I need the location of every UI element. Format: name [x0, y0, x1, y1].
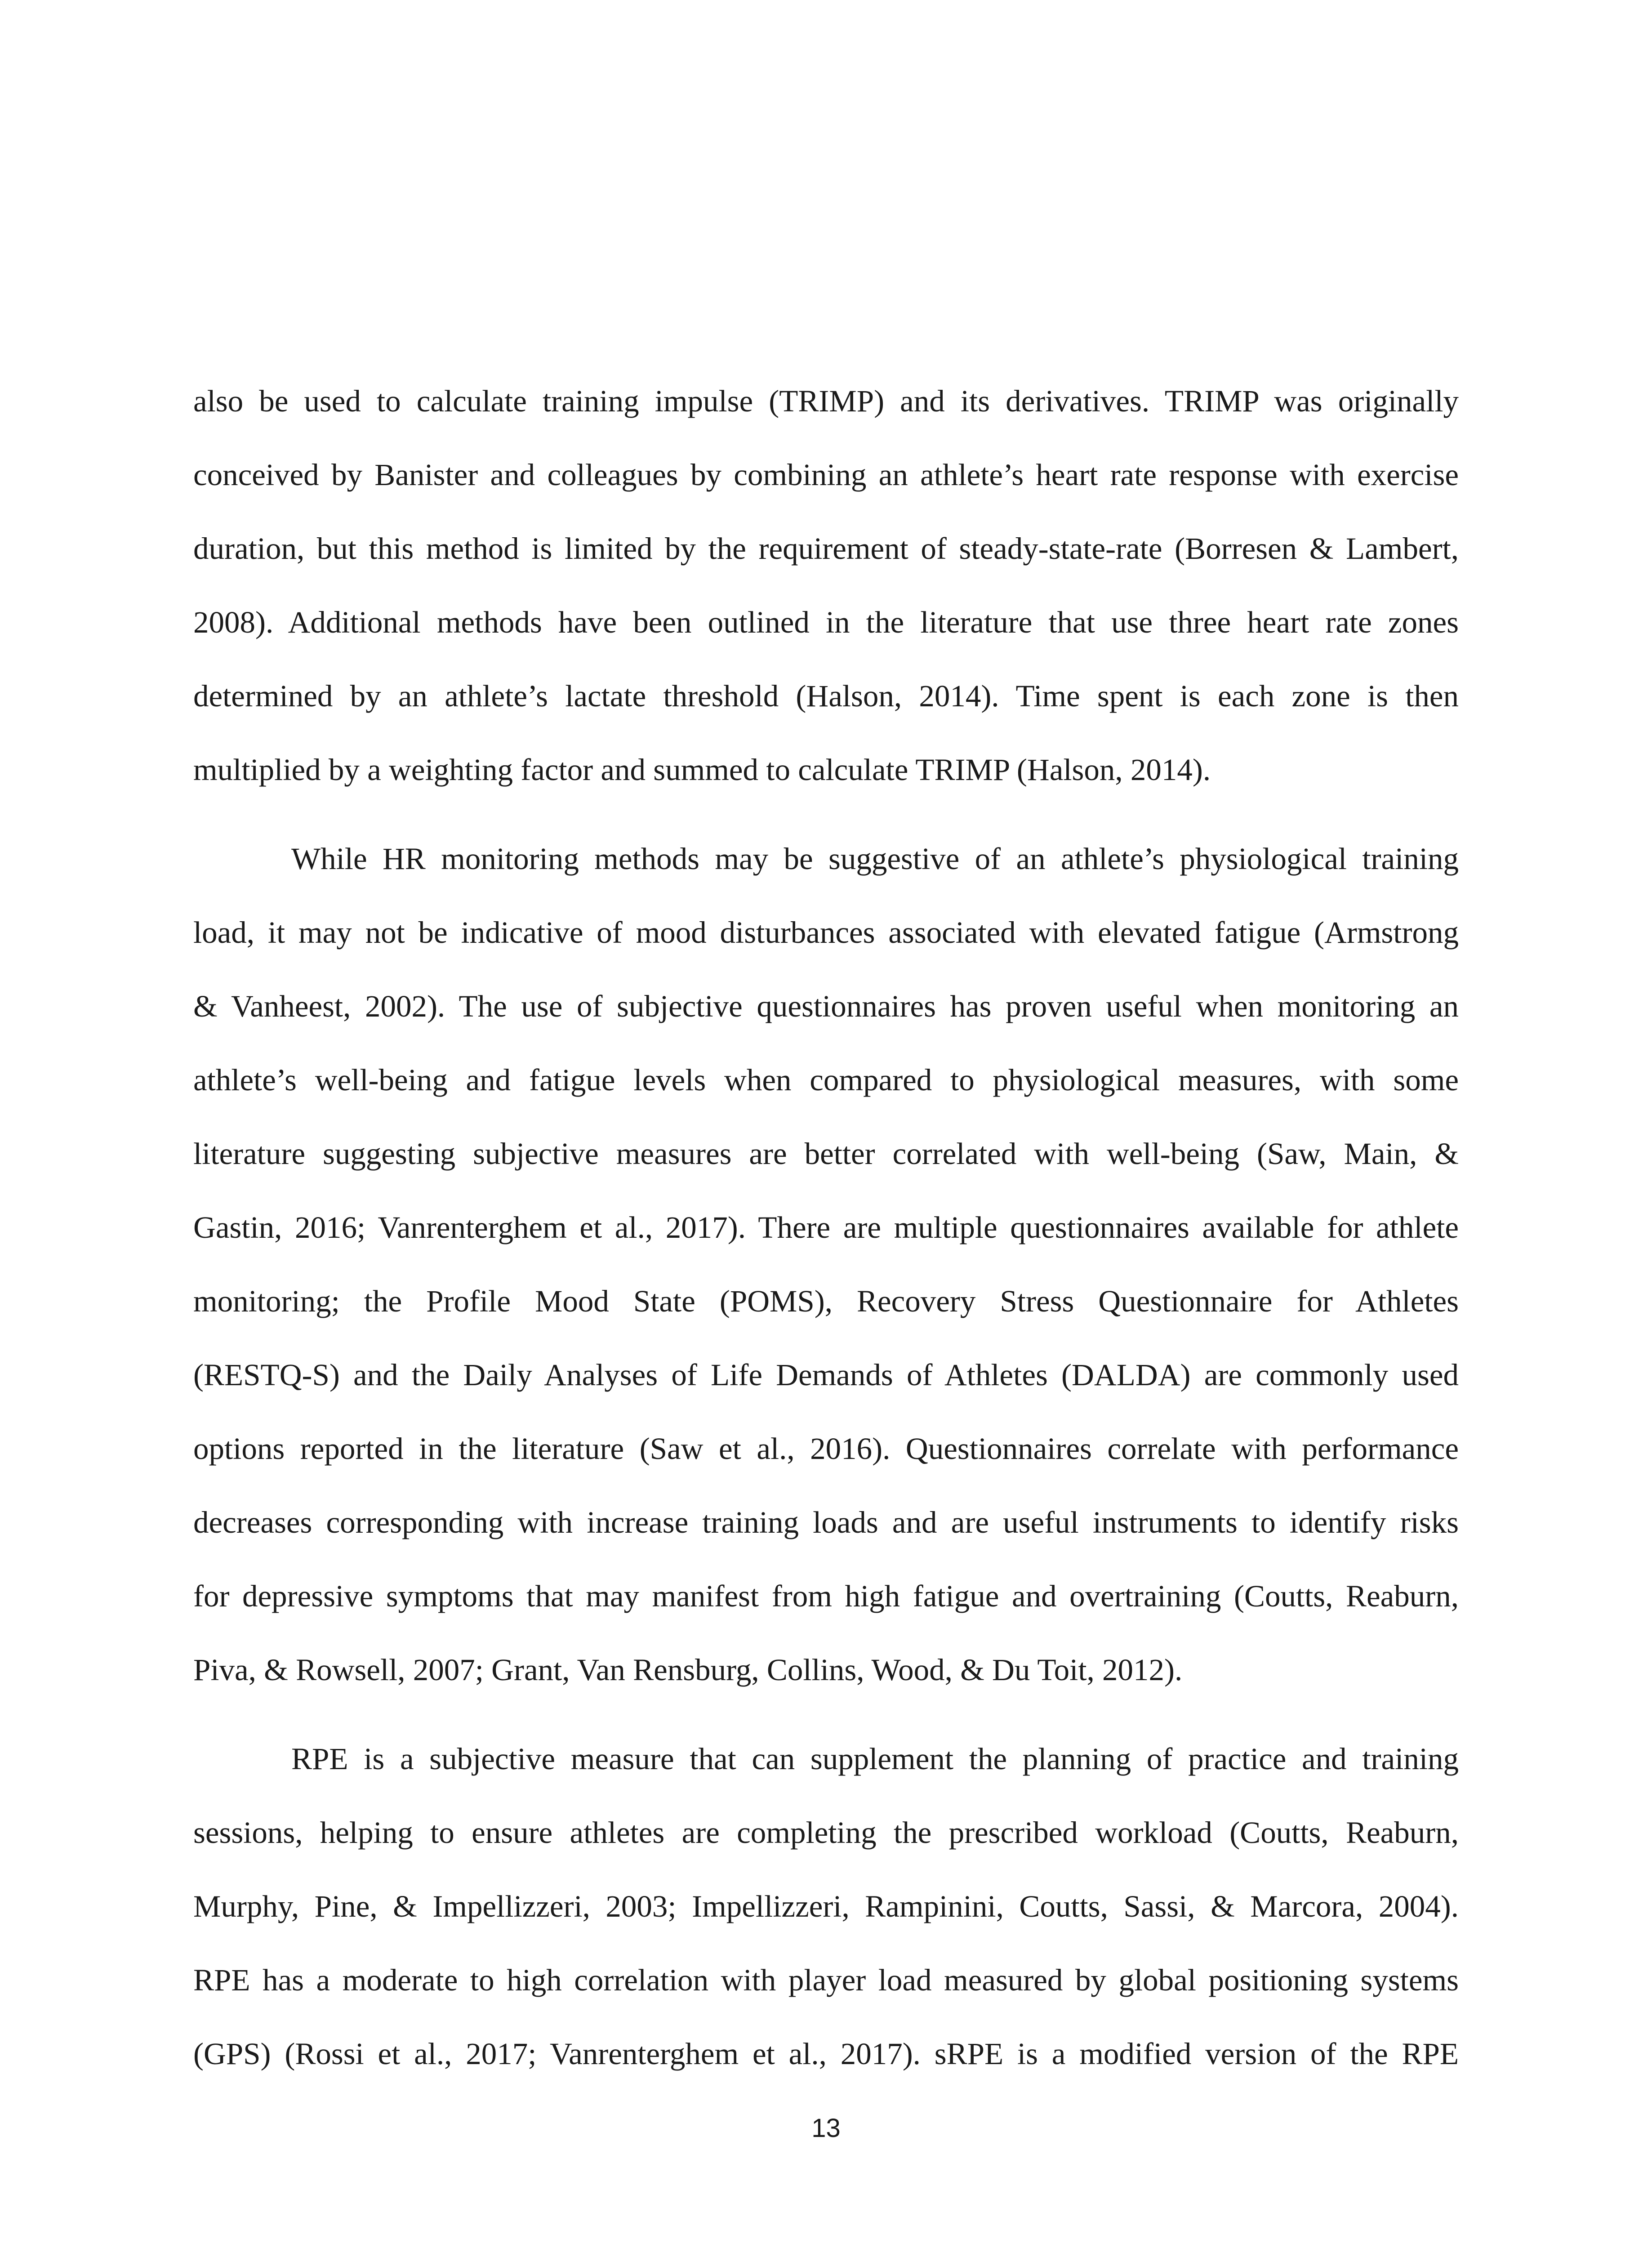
paragraph-spacer — [193, 1707, 1459, 1722]
paragraph-spacer — [193, 807, 1459, 822]
text-line: Piva, & Rowsell, 2007; Grant, Van Rensburg, Collins, Wood, & Du Toit, 2012). — [193, 1653, 1183, 1687]
body-text — [193, 364, 1459, 2091]
text-line: RPE is a subjective measure that can supplement the planning of practice and training — [291, 1742, 1459, 1776]
text-line: also be used to calculate training impulse (TRIMP) and its derivatives. TRIMP was originally — [193, 384, 1459, 418]
text-line: determined by an athlete’s lactate threshold (Halson, 2014). Time spent is each zone is then — [193, 679, 1459, 713]
text-line: conceived by Banister and colleagues by combining an athlete’s heart rate response with exercise — [193, 458, 1459, 492]
text-line: (GPS) (Rossi et al., 2017; Vanrenterghem et al., 2017). sRPE is a modified version of the RPE — [193, 2037, 1459, 2071]
text-line: multiplied by a weighting factor and summed to calculate TRIMP (Halson, 2014). — [193, 753, 1211, 787]
page-number: 13 — [811, 2114, 841, 2143]
paragraph-questionnaires — [193, 822, 1459, 1707]
text-line: duration, but this method is limited by the requirement of steady-state-rate (Borresen & Lambert, — [193, 531, 1459, 566]
text-line: athlete’s well-being and fatigue levels when compared to physiological measures, with some — [193, 1063, 1459, 1097]
text-line: While HR monitoring methods may be suggestive of an athlete’s physiological training — [291, 842, 1459, 876]
text-line: RPE has a moderate to high correlation with player load measured by global positioning systems — [193, 1963, 1459, 1997]
text-line: monitoring; the Profile Mood State (POMS), Recovery Stress Questionnaire for Athletes — [193, 1284, 1459, 1318]
paragraph-rpe — [193, 1722, 1459, 2091]
text-line: Murphy, Pine, & Impellizzeri, 2003; Impellizzeri, Rampinini, Coutts, Sassi, & Marcora, 2004). — [193, 1889, 1459, 1923]
text-line: options reported in the literature (Saw et al., 2016). Questionnaires correlate with performance — [193, 1432, 1459, 1466]
text-line: decreases corresponding with increase training loads and are useful instruments to identify risks — [193, 1505, 1459, 1539]
text-line: for depressive symptoms that may manifest from high fatigue and overtraining (Coutts, Reaburn, — [193, 1579, 1459, 1613]
text-line: Gastin, 2016; Vanrenterghem et al., 2017). There are multiple questionnaires available for athlete — [193, 1210, 1459, 1244]
text-line: 2008). Additional methods have been outlined in the literature that use three heart rate zones — [193, 605, 1459, 639]
text-line: literature suggesting subjective measures are better correlated with well-being (Saw, Main, & — [193, 1137, 1459, 1171]
text-line: load, it may not be indicative of mood disturbances associated with elevated fatigue (Armstrong — [193, 915, 1459, 950]
paragraph-trimp — [193, 364, 1459, 807]
text-line: (RESTQ-S) and the Daily Analyses of Life Demands of Athletes (DALDA) are commonly used — [193, 1358, 1459, 1392]
text-line: & Vanheest, 2002). The use of subjective questionnaires has proven useful when monitoring an — [193, 989, 1459, 1023]
text-line: sessions, helping to ensure athletes are completing the prescribed workload (Coutts, Reaburn, — [193, 1815, 1459, 1850]
